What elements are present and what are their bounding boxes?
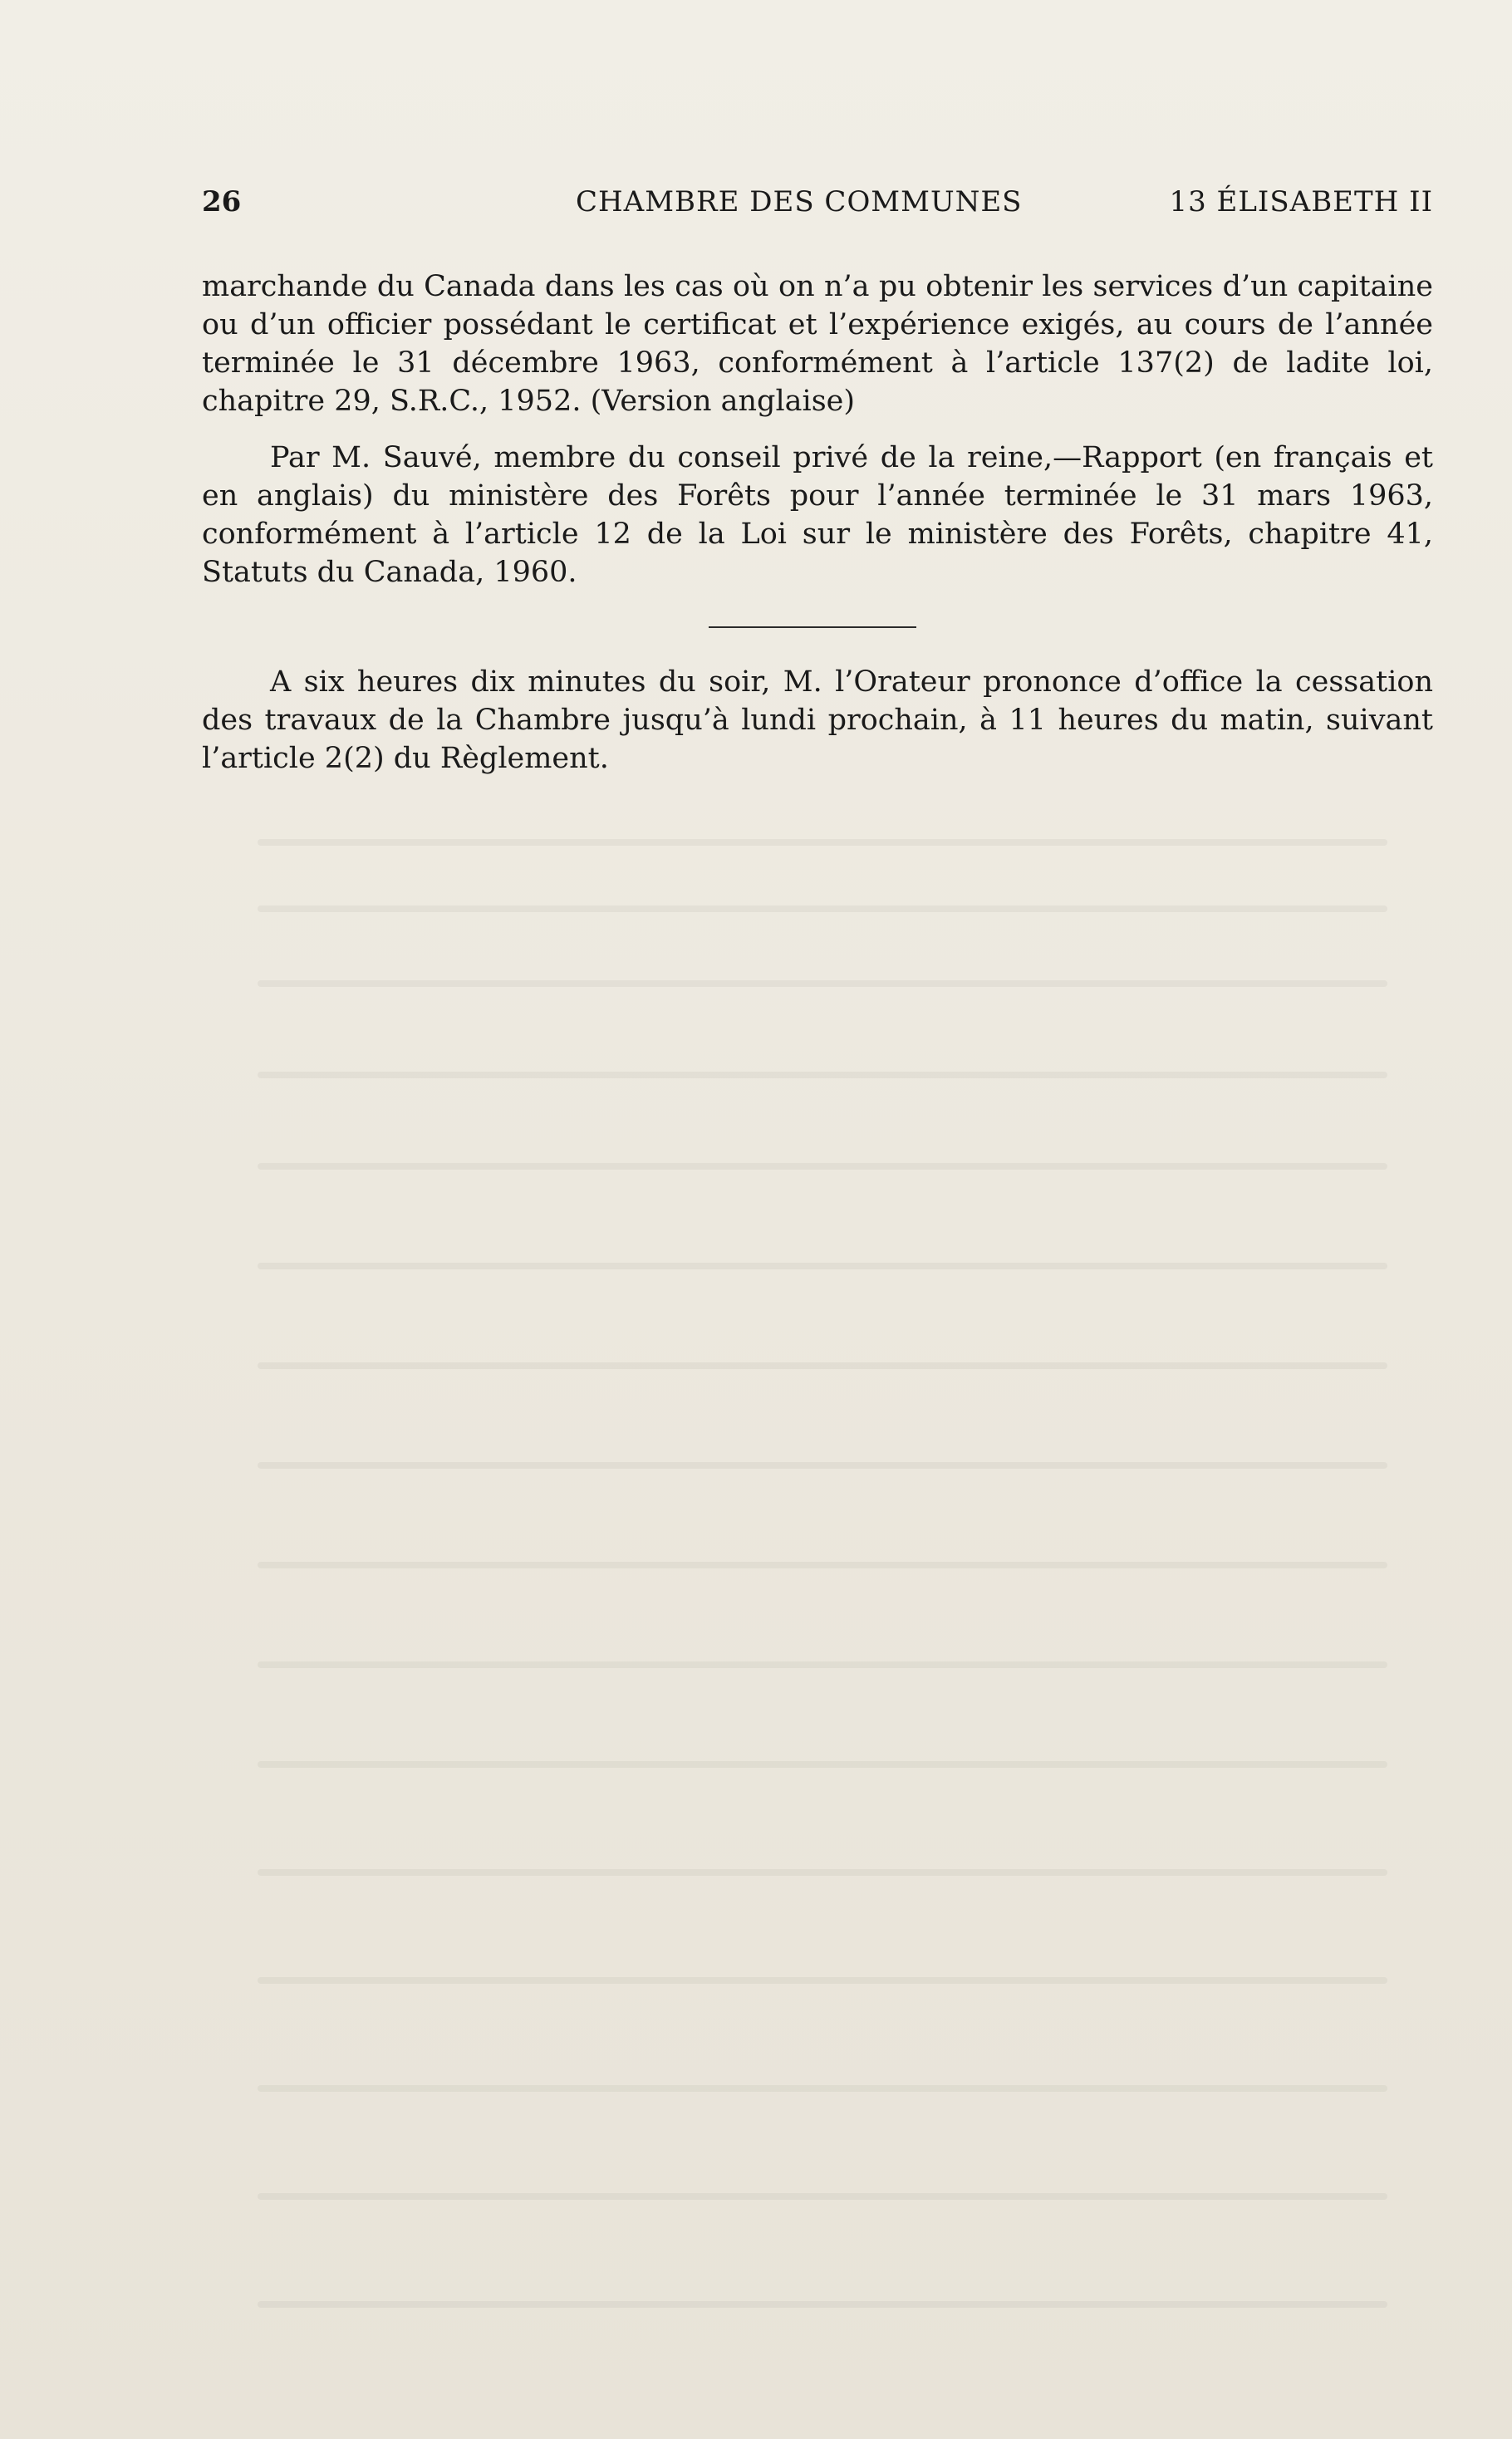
bleed-through-line bbox=[258, 905, 1387, 912]
running-title: CHAMBRE DES COMMUNES bbox=[576, 185, 1023, 218]
bleed-through-line bbox=[258, 1562, 1387, 1568]
bleed-through-line bbox=[258, 980, 1387, 987]
bleed-through-line bbox=[258, 2193, 1387, 2200]
bleed-through-line bbox=[258, 1072, 1387, 1078]
horizontal-rule bbox=[709, 626, 916, 628]
regnal-year: 13 ÉLISABETH II bbox=[1169, 185, 1433, 218]
bleed-through-line bbox=[258, 2085, 1387, 2092]
section-divider bbox=[202, 591, 1433, 663]
bleed-through-line bbox=[258, 1263, 1387, 1269]
running-header bbox=[202, 181, 1433, 223]
bleed-through-line bbox=[258, 839, 1387, 846]
paragraph-report-continuation: marchande du Canada dans les cas où on n’a pu obtenir les services d’un capitaine ou d’un officier possédant le certificat et l’expérience exigés, au cours de l’année terminée le 31 décembre 1963, conformément à l’article 137(2) de ladite loi, chapitre 29, S.R.C., 1952. (Version anglaise) bbox=[202, 270, 1433, 418]
bleed-through-line bbox=[258, 2301, 1387, 2308]
bleed-through-line bbox=[258, 1462, 1387, 1469]
bleed-through-line bbox=[258, 1869, 1387, 1876]
paragraph-forestry-report: Par M. Sauvé, membre du conseil privé de la reine,—Rapport (en français et en anglais) du ministère des Forêts pour l’année terminée le 31 mars 1963, conformément à l’article 12 de la Loi sur le ministère des Forêts, chapitre 41, Statuts du Canada, 1960. bbox=[202, 441, 1433, 589]
bleed-through-line bbox=[258, 1977, 1387, 1984]
bleed-through-line bbox=[258, 1362, 1387, 1369]
paragraph-adjournment: A six heures dix minutes du soir, M. l’Orateur prononce d’office la cessation des travaux de la Chambre jusqu’à lundi prochain, à 11 heures du matin, suivant l’article 2(2) du Règlement. bbox=[202, 665, 1433, 775]
bleed-through-line bbox=[258, 1761, 1387, 1768]
body-text bbox=[202, 267, 1433, 778]
bleed-through-line bbox=[258, 1661, 1387, 1668]
page-number: 26 bbox=[202, 185, 242, 218]
bleed-through-line bbox=[258, 1163, 1387, 1170]
